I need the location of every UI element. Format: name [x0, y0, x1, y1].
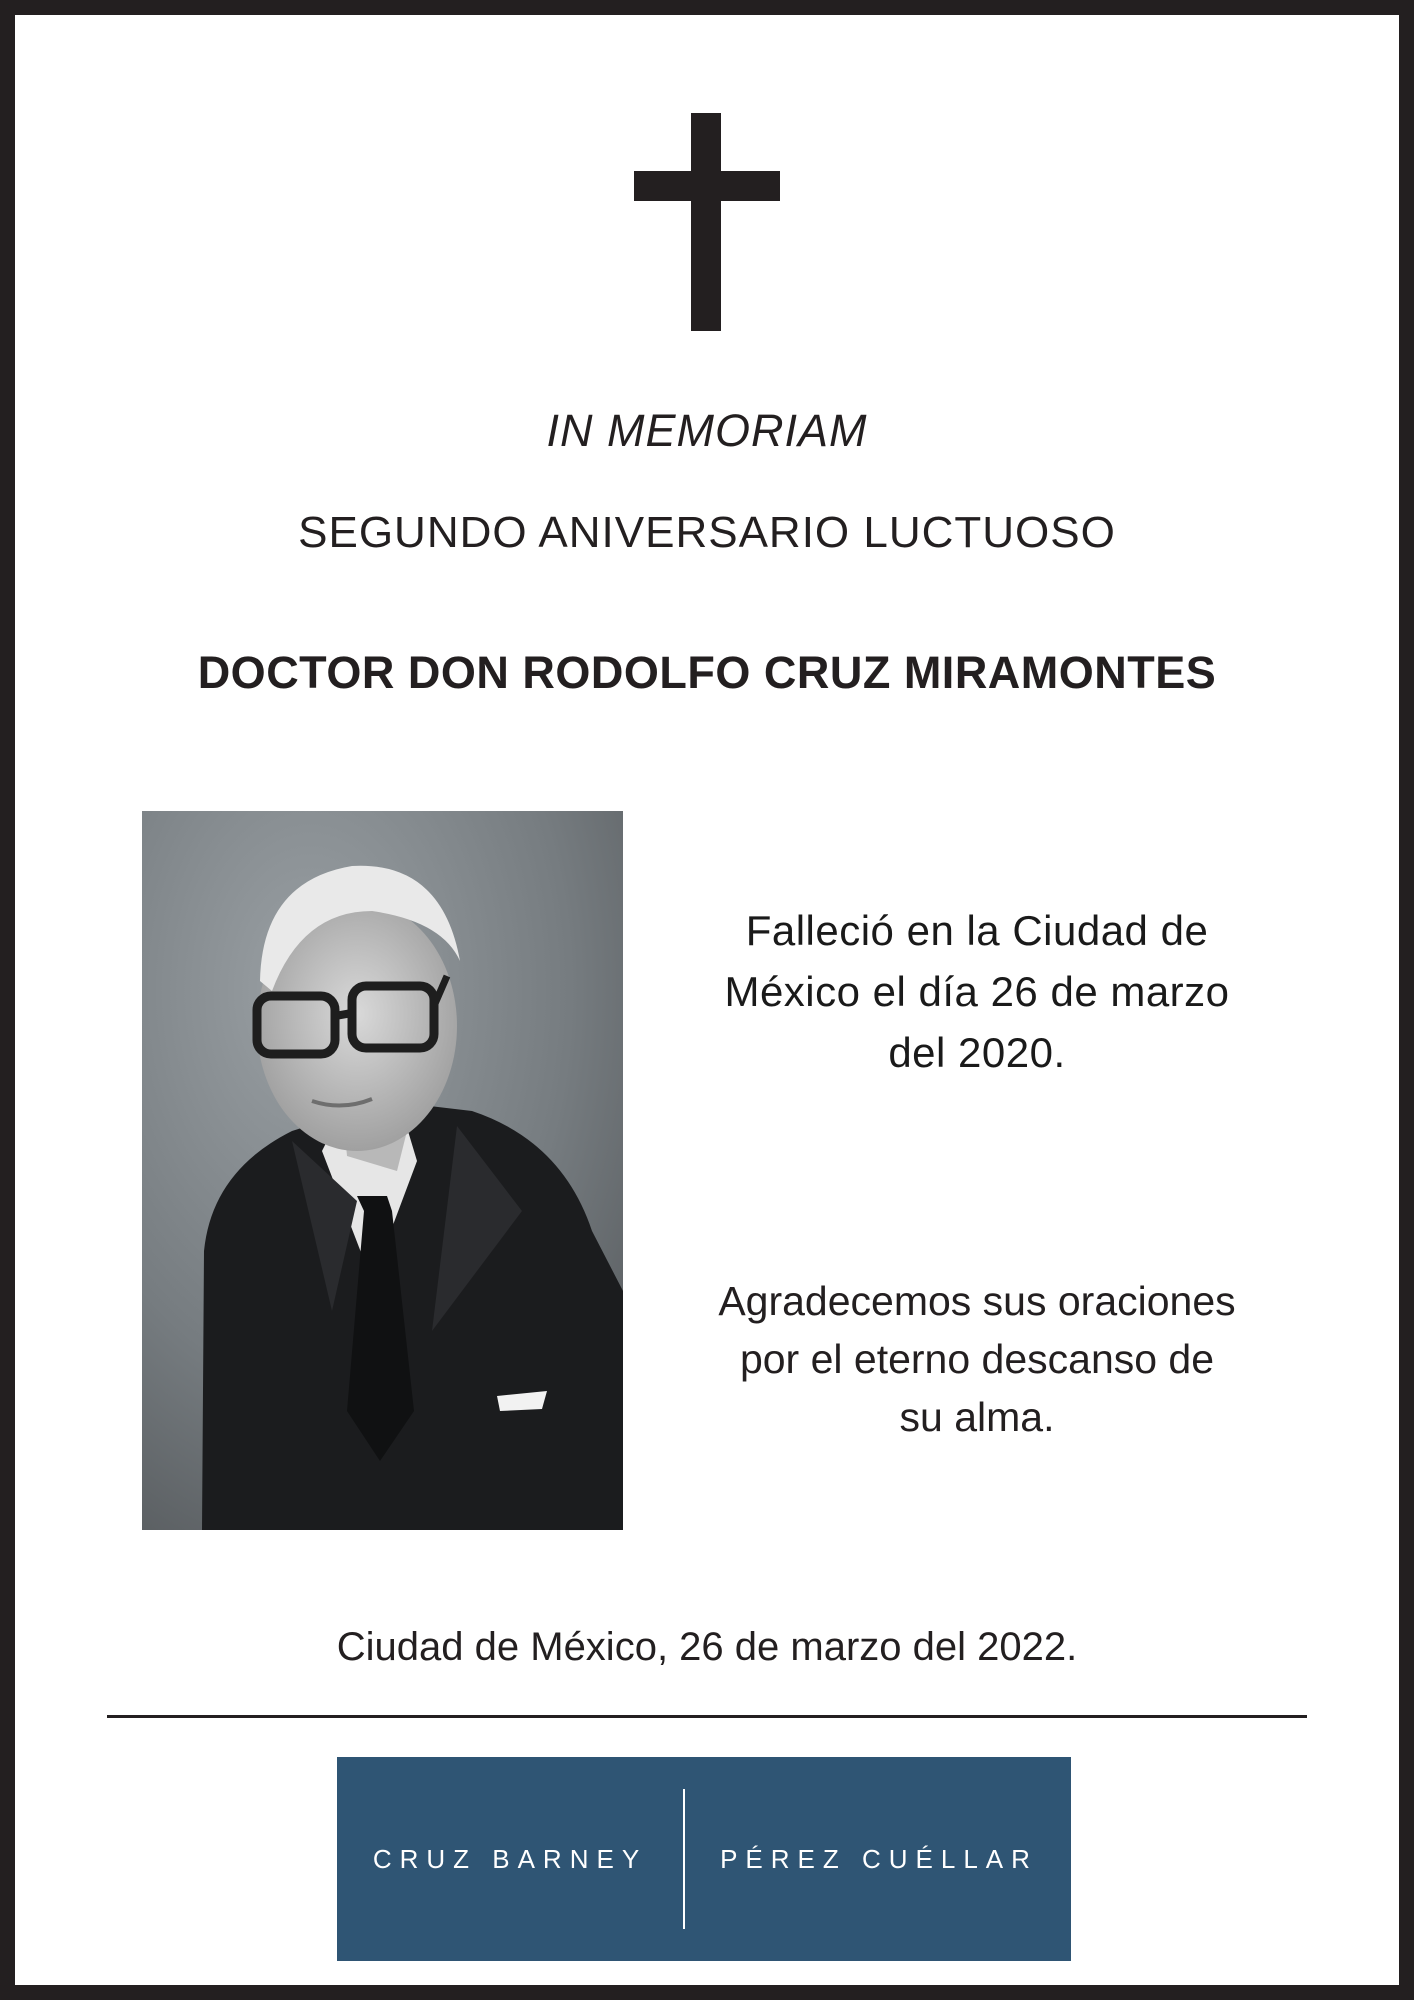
firm-name-right: PÉREZ CUÉLLAR	[720, 1844, 1038, 1874]
death-announcement	[667, 900, 1287, 1083]
place-and-date: Ciudad de México, 26 de marzo del 2022.	[336, 1625, 1078, 1669]
prayer-thanks	[667, 1272, 1287, 1446]
anniversary-heading: SEGUNDO ANIVERSARIO LUCTUOSO	[298, 508, 1116, 557]
memoriam-heading: IN MEMORIAM	[546, 405, 868, 456]
death-line: México el día 26 de marzo	[724, 968, 1230, 1015]
portrait-photo	[142, 811, 623, 1530]
firm-divider	[683, 1789, 685, 1929]
divider	[107, 1715, 1307, 1718]
thanks-line: su alma.	[899, 1394, 1055, 1440]
death-line: del 2020.	[888, 1029, 1066, 1076]
cross-icon	[15, 15, 1399, 375]
memorial-card	[15, 15, 1399, 1985]
deceased-name: DOCTOR DON RODOLFO CRUZ MIRAMONTES	[197, 647, 1217, 698]
firm-logo	[337, 1757, 1071, 1961]
thanks-line: por el eterno descanso de	[739, 1336, 1215, 1382]
thanks-line: Agradecemos sus oraciones	[718, 1278, 1236, 1324]
death-line: Falleció en la Ciudad de	[745, 907, 1209, 954]
firm-name-left: CRUZ BARNEY	[372, 1844, 648, 1874]
